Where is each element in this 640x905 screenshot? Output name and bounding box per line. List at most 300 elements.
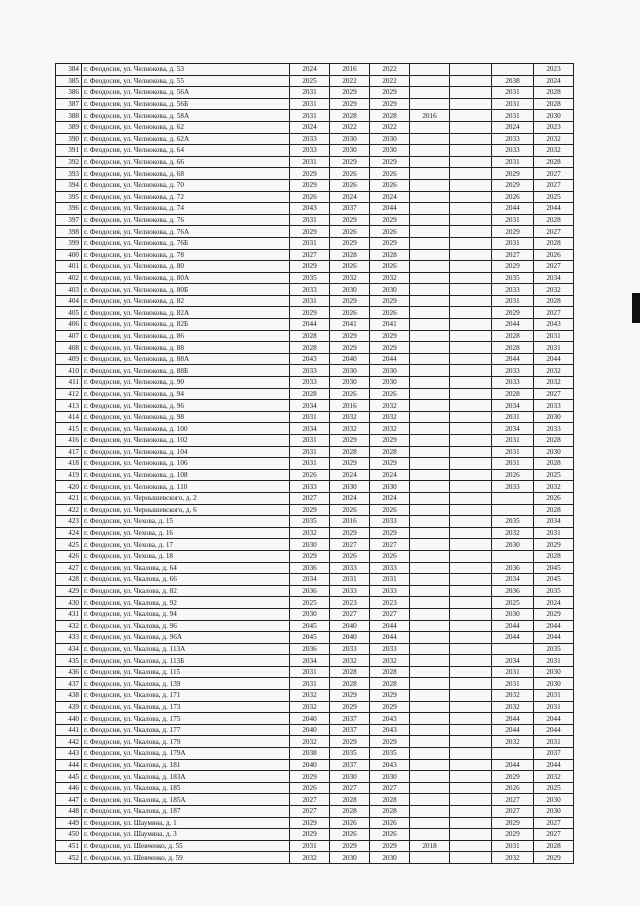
year-col-4-cell bbox=[410, 179, 450, 191]
year-col-6-cell: 2034 bbox=[492, 423, 534, 435]
table-row bbox=[56, 574, 574, 586]
year-col-7-cell: 2035 bbox=[534, 643, 574, 655]
address-cell: г. Феодосия, ул. Чернышевского, д. 2 bbox=[82, 492, 290, 504]
year-col-2-cell: 2032 bbox=[330, 411, 370, 423]
year-col-5-cell bbox=[450, 249, 492, 261]
table-row bbox=[56, 237, 574, 249]
year-col-3-cell: 2028 bbox=[370, 806, 410, 818]
year-col-6-cell: 2032 bbox=[492, 690, 534, 702]
address-cell: г. Феодосия, ул. Чкалова, д. 185А bbox=[82, 794, 290, 806]
row-number-cell: 404 bbox=[56, 295, 82, 307]
table-row bbox=[56, 620, 574, 632]
year-col-7-cell: 2045 bbox=[534, 574, 574, 586]
year-col-7-cell: 2044 bbox=[534, 203, 574, 215]
year-col-2-cell: 2026 bbox=[330, 550, 370, 562]
year-col-2-cell: 2026 bbox=[330, 179, 370, 191]
year-col-4-cell bbox=[410, 423, 450, 435]
year-col-2-cell: 2032 bbox=[330, 655, 370, 667]
address-cell: г. Феодосия, ул. Чкалова, д. 92 bbox=[82, 597, 290, 609]
year-col-6-cell: 2032 bbox=[492, 701, 534, 713]
year-col-5-cell bbox=[450, 608, 492, 620]
year-col-3-cell: 2029 bbox=[370, 435, 410, 447]
row-number-cell: 416 bbox=[56, 435, 82, 447]
address-cell: г. Феодосия, ул. Шаумяна, д. 1 bbox=[82, 817, 290, 829]
year-col-3-cell: 2044 bbox=[370, 632, 410, 644]
year-col-3-cell: 2044 bbox=[370, 203, 410, 215]
year-col-7-cell: 2024 bbox=[534, 75, 574, 87]
year-col-7-cell: 2028 bbox=[534, 435, 574, 447]
table-row bbox=[56, 597, 574, 609]
address-cell: г. Феодосия, ул. Чкалова, д. 82 bbox=[82, 585, 290, 597]
year-col-4-cell bbox=[410, 794, 450, 806]
address-cell: г. Феодосия, ул. Шевченко, д. 59 bbox=[82, 852, 290, 864]
year-col-7-cell: 2031 bbox=[534, 701, 574, 713]
year-col-5-cell bbox=[450, 133, 492, 145]
year-col-1-cell: 2044 bbox=[290, 319, 330, 331]
year-col-2-cell: 2028 bbox=[330, 666, 370, 678]
year-col-3-cell: 2029 bbox=[370, 98, 410, 110]
address-cell: г. Феодосия, ул. Чкалова, д. 94 bbox=[82, 608, 290, 620]
year-col-1-cell: 2043 bbox=[290, 353, 330, 365]
address-cell: г. Феодосия, ул. Челнокова, д. 98 bbox=[82, 411, 290, 423]
address-cell: г. Феодосия, ул. Челнокова, д. 88 bbox=[82, 342, 290, 354]
row-number-cell: 399 bbox=[56, 237, 82, 249]
year-col-7-cell: 2035 bbox=[534, 585, 574, 597]
row-number-cell: 387 bbox=[56, 98, 82, 110]
year-col-1-cell: 2029 bbox=[290, 168, 330, 180]
address-cell: г. Феодосия, ул. Челнокова, д. 100 bbox=[82, 423, 290, 435]
address-cell: г. Феодосия, ул. Челнокова, д. 80А bbox=[82, 272, 290, 284]
year-col-5-cell bbox=[450, 597, 492, 609]
row-number-cell: 413 bbox=[56, 400, 82, 412]
year-col-5-cell bbox=[450, 852, 492, 864]
year-col-2-cell: 2026 bbox=[330, 829, 370, 841]
table-row bbox=[56, 840, 574, 852]
address-cell: г. Феодосия, ул. Челнокова, д. 64 bbox=[82, 145, 290, 157]
year-col-7-cell: 2031 bbox=[534, 736, 574, 748]
year-col-7-cell: 2030 bbox=[534, 806, 574, 818]
year-col-3-cell: 2032 bbox=[370, 411, 410, 423]
year-col-2-cell: 2032 bbox=[330, 423, 370, 435]
year-col-6-cell bbox=[492, 748, 534, 760]
year-col-7-cell: 2027 bbox=[534, 829, 574, 841]
year-col-3-cell: 2024 bbox=[370, 191, 410, 203]
year-col-6-cell: 2032 bbox=[492, 736, 534, 748]
year-col-5-cell bbox=[450, 295, 492, 307]
year-col-2-cell: 2037 bbox=[330, 724, 370, 736]
row-number-cell: 391 bbox=[56, 145, 82, 157]
year-col-3-cell: 2022 bbox=[370, 64, 410, 76]
table-row bbox=[56, 284, 574, 296]
year-col-5-cell bbox=[450, 562, 492, 574]
year-col-5-cell bbox=[450, 191, 492, 203]
year-col-2-cell: 2027 bbox=[330, 782, 370, 794]
year-col-2-cell: 2028 bbox=[330, 110, 370, 122]
table-row bbox=[56, 272, 574, 284]
year-col-1-cell: 2028 bbox=[290, 388, 330, 400]
year-col-5-cell bbox=[450, 64, 492, 76]
row-number-cell: 446 bbox=[56, 782, 82, 794]
year-col-1-cell: 2040 bbox=[290, 724, 330, 736]
year-col-5-cell bbox=[450, 237, 492, 249]
year-col-1-cell: 2031 bbox=[290, 446, 330, 458]
year-col-4-cell bbox=[410, 307, 450, 319]
year-col-5-cell bbox=[450, 794, 492, 806]
year-col-4-cell bbox=[410, 678, 450, 690]
year-col-3-cell: 2029 bbox=[370, 156, 410, 168]
year-col-7-cell: 2028 bbox=[534, 98, 574, 110]
year-col-4-cell bbox=[410, 782, 450, 794]
year-col-5-cell bbox=[450, 353, 492, 365]
year-col-4-cell bbox=[410, 319, 450, 331]
year-col-1-cell: 2029 bbox=[290, 771, 330, 783]
row-number-cell: 428 bbox=[56, 574, 82, 586]
year-col-3-cell: 2032 bbox=[370, 423, 410, 435]
year-col-2-cell: 2029 bbox=[330, 435, 370, 447]
row-number-cell: 448 bbox=[56, 806, 82, 818]
year-col-1-cell: 2033 bbox=[290, 377, 330, 389]
table-row bbox=[56, 435, 574, 447]
year-col-2-cell: 2037 bbox=[330, 759, 370, 771]
row-number-cell: 442 bbox=[56, 736, 82, 748]
address-cell: г. Феодосия, ул. Челнокова, д. 76Б bbox=[82, 237, 290, 249]
year-col-3-cell: 2028 bbox=[370, 110, 410, 122]
year-col-3-cell: 2029 bbox=[370, 87, 410, 99]
year-col-2-cell: 2022 bbox=[330, 75, 370, 87]
year-col-3-cell: 2032 bbox=[370, 400, 410, 412]
year-col-3-cell: 2022 bbox=[370, 121, 410, 133]
year-col-4-cell bbox=[410, 748, 450, 760]
year-col-6-cell: 2033 bbox=[492, 365, 534, 377]
year-col-7-cell: 2028 bbox=[534, 550, 574, 562]
year-col-4-cell bbox=[410, 388, 450, 400]
address-cell: г. Феодосия, ул. Чкалова, д. 96 bbox=[82, 620, 290, 632]
year-col-6-cell: 2028 bbox=[492, 330, 534, 342]
year-col-6-cell: 2034 bbox=[492, 574, 534, 586]
year-col-7-cell: 2043 bbox=[534, 319, 574, 331]
year-col-1-cell: 2028 bbox=[290, 330, 330, 342]
year-col-2-cell: 2023 bbox=[330, 597, 370, 609]
year-col-3-cell: 2028 bbox=[370, 249, 410, 261]
address-cell: г. Феодосия, ул. Челнокова, д. 82 bbox=[82, 295, 290, 307]
address-cell: г. Феодосия, ул. Челнокова, д. 56Б bbox=[82, 98, 290, 110]
year-col-5-cell bbox=[450, 643, 492, 655]
year-col-5-cell bbox=[450, 817, 492, 829]
year-col-7-cell: 2027 bbox=[534, 388, 574, 400]
year-col-7-cell: 2028 bbox=[534, 214, 574, 226]
row-number-cell: 451 bbox=[56, 840, 82, 852]
year-col-5-cell bbox=[450, 342, 492, 354]
year-col-5-cell bbox=[450, 75, 492, 87]
address-cell: г. Феодосия, ул. Челнокова, д. 53 bbox=[82, 64, 290, 76]
table-row bbox=[56, 249, 574, 261]
address-cell: г. Феодосия, ул. Шаумяна, д. 3 bbox=[82, 829, 290, 841]
year-col-4-cell bbox=[410, 98, 450, 110]
year-col-6-cell: 2031 bbox=[492, 98, 534, 110]
row-number-cell: 398 bbox=[56, 226, 82, 238]
year-col-5-cell bbox=[450, 446, 492, 458]
year-col-1-cell: 2035 bbox=[290, 272, 330, 284]
address-cell: г. Феодосия, ул. Челнокова, д. 88Б bbox=[82, 365, 290, 377]
year-col-2-cell: 2026 bbox=[330, 261, 370, 273]
year-col-2-cell: 2029 bbox=[330, 330, 370, 342]
row-number-cell: 445 bbox=[56, 771, 82, 783]
year-col-5-cell bbox=[450, 782, 492, 794]
year-col-7-cell: 2028 bbox=[534, 156, 574, 168]
year-col-1-cell: 2033 bbox=[290, 145, 330, 157]
year-col-7-cell: 2023 bbox=[534, 64, 574, 76]
year-col-3-cell: 2027 bbox=[370, 608, 410, 620]
year-col-3-cell: 2029 bbox=[370, 701, 410, 713]
year-col-1-cell: 2025 bbox=[290, 597, 330, 609]
year-col-7-cell: 2032 bbox=[534, 133, 574, 145]
row-number-cell: 417 bbox=[56, 446, 82, 458]
year-col-3-cell: 2029 bbox=[370, 527, 410, 539]
year-col-3-cell: 2035 bbox=[370, 748, 410, 760]
address-cell: г. Феодосия, ул. Чкалова, д. 175 bbox=[82, 713, 290, 725]
year-col-2-cell: 2035 bbox=[330, 748, 370, 760]
address-cell: г. Феодосия, ул. Челнокова, д. 104 bbox=[82, 446, 290, 458]
year-col-5-cell bbox=[450, 121, 492, 133]
year-col-1-cell: 2032 bbox=[290, 701, 330, 713]
year-col-2-cell: 2029 bbox=[330, 736, 370, 748]
year-col-3-cell: 2026 bbox=[370, 388, 410, 400]
year-col-4-cell bbox=[410, 75, 450, 87]
year-col-4-cell bbox=[410, 527, 450, 539]
row-number-cell: 403 bbox=[56, 284, 82, 296]
year-col-6-cell: 2044 bbox=[492, 620, 534, 632]
year-col-3-cell: 2029 bbox=[370, 214, 410, 226]
table-row bbox=[56, 562, 574, 574]
year-col-1-cell: 2040 bbox=[290, 713, 330, 725]
year-col-4-cell bbox=[410, 643, 450, 655]
row-number-cell: 407 bbox=[56, 330, 82, 342]
table-row bbox=[56, 87, 574, 99]
row-number-cell: 385 bbox=[56, 75, 82, 87]
year-col-4-cell bbox=[410, 365, 450, 377]
table-row bbox=[56, 330, 574, 342]
year-col-1-cell: 2033 bbox=[290, 481, 330, 493]
year-col-2-cell: 2024 bbox=[330, 492, 370, 504]
housing-registry-table bbox=[55, 63, 574, 864]
year-col-4-cell: 2016 bbox=[410, 110, 450, 122]
year-col-1-cell: 2032 bbox=[290, 527, 330, 539]
year-col-7-cell: 2031 bbox=[534, 655, 574, 667]
row-number-cell: 402 bbox=[56, 272, 82, 284]
year-col-4-cell bbox=[410, 713, 450, 725]
table-row bbox=[56, 632, 574, 644]
year-col-1-cell: 2034 bbox=[290, 400, 330, 412]
year-col-6-cell: 2036 bbox=[492, 585, 534, 597]
year-col-2-cell: 2030 bbox=[330, 852, 370, 864]
row-number-cell: 392 bbox=[56, 156, 82, 168]
table-row bbox=[56, 504, 574, 516]
year-col-2-cell: 2027 bbox=[330, 608, 370, 620]
year-col-5-cell bbox=[450, 492, 492, 504]
year-col-5-cell bbox=[450, 284, 492, 296]
year-col-6-cell: 2024 bbox=[492, 121, 534, 133]
year-col-6-cell: 2031 bbox=[492, 840, 534, 852]
year-col-2-cell: 2040 bbox=[330, 353, 370, 365]
year-col-5-cell bbox=[450, 724, 492, 736]
year-col-3-cell: 2029 bbox=[370, 237, 410, 249]
address-cell: г. Феодосия, ул. Челнокова, д. 108 bbox=[82, 469, 290, 481]
year-col-6-cell: 2031 bbox=[492, 87, 534, 99]
year-col-4-cell bbox=[410, 330, 450, 342]
year-col-5-cell bbox=[450, 713, 492, 725]
year-col-4-cell bbox=[410, 400, 450, 412]
year-col-3-cell: 2030 bbox=[370, 145, 410, 157]
year-col-7-cell: 2027 bbox=[534, 179, 574, 191]
year-col-2-cell: 2033 bbox=[330, 585, 370, 597]
address-cell: г. Феодосия, ул. Чкалова, д. 115 bbox=[82, 666, 290, 678]
year-col-2-cell: 2041 bbox=[330, 319, 370, 331]
year-col-7-cell: 2045 bbox=[534, 562, 574, 574]
row-number-cell: 432 bbox=[56, 620, 82, 632]
year-col-7-cell: 2032 bbox=[534, 145, 574, 157]
year-col-3-cell: 2033 bbox=[370, 585, 410, 597]
year-col-3-cell: 2029 bbox=[370, 330, 410, 342]
year-col-5-cell bbox=[450, 179, 492, 191]
year-col-6-cell: 2033 bbox=[492, 377, 534, 389]
year-col-4-cell bbox=[410, 133, 450, 145]
year-col-1-cell: 2031 bbox=[290, 458, 330, 470]
year-col-5-cell bbox=[450, 156, 492, 168]
year-col-1-cell: 2031 bbox=[290, 678, 330, 690]
year-col-2-cell: 2037 bbox=[330, 203, 370, 215]
year-col-4-cell bbox=[410, 121, 450, 133]
year-col-4-cell bbox=[410, 411, 450, 423]
row-number-cell: 414 bbox=[56, 411, 82, 423]
year-col-1-cell: 2031 bbox=[290, 295, 330, 307]
row-number-cell: 422 bbox=[56, 504, 82, 516]
table-row bbox=[56, 655, 574, 667]
year-col-5-cell bbox=[450, 666, 492, 678]
table-row bbox=[56, 585, 574, 597]
address-cell: г. Феодосия, ул. Чернышевского, д. 6 bbox=[82, 504, 290, 516]
year-col-2-cell: 2033 bbox=[330, 643, 370, 655]
year-col-6-cell: 2031 bbox=[492, 435, 534, 447]
year-col-7-cell: 2027 bbox=[534, 307, 574, 319]
year-col-3-cell: 2024 bbox=[370, 492, 410, 504]
year-col-1-cell: 2027 bbox=[290, 249, 330, 261]
year-col-5-cell bbox=[450, 400, 492, 412]
row-number-cell: 435 bbox=[56, 655, 82, 667]
row-number-cell: 426 bbox=[56, 550, 82, 562]
year-col-1-cell: 2031 bbox=[290, 110, 330, 122]
table-row bbox=[56, 539, 574, 551]
year-col-3-cell: 2043 bbox=[370, 724, 410, 736]
table-row bbox=[56, 191, 574, 203]
row-number-cell: 429 bbox=[56, 585, 82, 597]
year-col-4-cell bbox=[410, 806, 450, 818]
year-col-3-cell: 2032 bbox=[370, 655, 410, 667]
year-col-3-cell: 2031 bbox=[370, 574, 410, 586]
year-col-2-cell: 2027 bbox=[330, 539, 370, 551]
address-cell: г. Феодосия, ул. Челнокова, д. 76А bbox=[82, 226, 290, 238]
year-col-6-cell: 2031 bbox=[492, 458, 534, 470]
row-number-cell: 444 bbox=[56, 759, 82, 771]
year-col-6-cell bbox=[492, 643, 534, 655]
row-number-cell: 401 bbox=[56, 261, 82, 273]
year-col-3-cell: 2029 bbox=[370, 736, 410, 748]
row-number-cell: 438 bbox=[56, 690, 82, 702]
year-col-4-cell bbox=[410, 156, 450, 168]
year-col-2-cell: 2030 bbox=[330, 145, 370, 157]
year-col-5-cell bbox=[450, 87, 492, 99]
year-col-6-cell: 2028 bbox=[492, 342, 534, 354]
year-col-5-cell bbox=[450, 701, 492, 713]
year-col-3-cell: 2029 bbox=[370, 840, 410, 852]
year-col-5-cell bbox=[450, 574, 492, 586]
table-row bbox=[56, 748, 574, 760]
year-col-3-cell: 2026 bbox=[370, 504, 410, 516]
year-col-7-cell: 2025 bbox=[534, 782, 574, 794]
row-number-cell: 427 bbox=[56, 562, 82, 574]
year-col-4-cell bbox=[410, 272, 450, 284]
year-col-2-cell: 2030 bbox=[330, 365, 370, 377]
table-row bbox=[56, 121, 574, 133]
table-row bbox=[56, 400, 574, 412]
year-col-2-cell: 2026 bbox=[330, 817, 370, 829]
year-col-7-cell: 2030 bbox=[534, 446, 574, 458]
row-number-cell: 421 bbox=[56, 492, 82, 504]
year-col-6-cell: 2031 bbox=[492, 666, 534, 678]
year-col-7-cell: 2027 bbox=[534, 817, 574, 829]
year-col-2-cell: 2028 bbox=[330, 446, 370, 458]
year-col-2-cell: 2029 bbox=[330, 342, 370, 354]
year-col-1-cell: 2035 bbox=[290, 516, 330, 528]
year-col-7-cell: 2028 bbox=[534, 504, 574, 516]
year-col-7-cell: 2031 bbox=[534, 342, 574, 354]
address-cell: г. Феодосия, ул. Челнокова, д. 80Б bbox=[82, 284, 290, 296]
address-cell: г. Феодосия, ул. Челнокова, д. 74 bbox=[82, 203, 290, 215]
year-col-6-cell: 2031 bbox=[492, 237, 534, 249]
address-cell: г. Феодосия, ул. Челнокова, д. 58А bbox=[82, 110, 290, 122]
year-col-3-cell: 2043 bbox=[370, 713, 410, 725]
row-number-cell: 418 bbox=[56, 458, 82, 470]
table-row bbox=[56, 608, 574, 620]
year-col-1-cell: 2043 bbox=[290, 203, 330, 215]
year-col-7-cell: 2030 bbox=[534, 411, 574, 423]
address-cell: г. Феодосия, ул. Челнокова, д. 62А bbox=[82, 133, 290, 145]
row-number-cell: 386 bbox=[56, 87, 82, 99]
year-col-3-cell: 2030 bbox=[370, 284, 410, 296]
year-col-5-cell bbox=[450, 527, 492, 539]
table-row bbox=[56, 724, 574, 736]
row-number-cell: 449 bbox=[56, 817, 82, 829]
year-col-6-cell: 2029 bbox=[492, 168, 534, 180]
year-col-6-cell: 2025 bbox=[492, 597, 534, 609]
row-number-cell: 423 bbox=[56, 516, 82, 528]
year-col-7-cell: 2032 bbox=[534, 284, 574, 296]
year-col-3-cell: 2041 bbox=[370, 319, 410, 331]
year-col-7-cell: 2028 bbox=[534, 87, 574, 99]
year-col-5-cell bbox=[450, 365, 492, 377]
year-col-5-cell bbox=[450, 655, 492, 667]
year-col-1-cell: 2024 bbox=[290, 64, 330, 76]
table-row bbox=[56, 261, 574, 273]
year-col-6-cell: 2031 bbox=[492, 110, 534, 122]
year-col-3-cell: 2029 bbox=[370, 342, 410, 354]
year-col-7-cell: 2027 bbox=[534, 226, 574, 238]
year-col-4-cell bbox=[410, 736, 450, 748]
table-row bbox=[56, 75, 574, 87]
year-col-1-cell: 2027 bbox=[290, 806, 330, 818]
year-col-5-cell bbox=[450, 539, 492, 551]
address-cell: г. Феодосия, ул. Челнокова, д. 88А bbox=[82, 353, 290, 365]
year-col-5-cell bbox=[450, 678, 492, 690]
